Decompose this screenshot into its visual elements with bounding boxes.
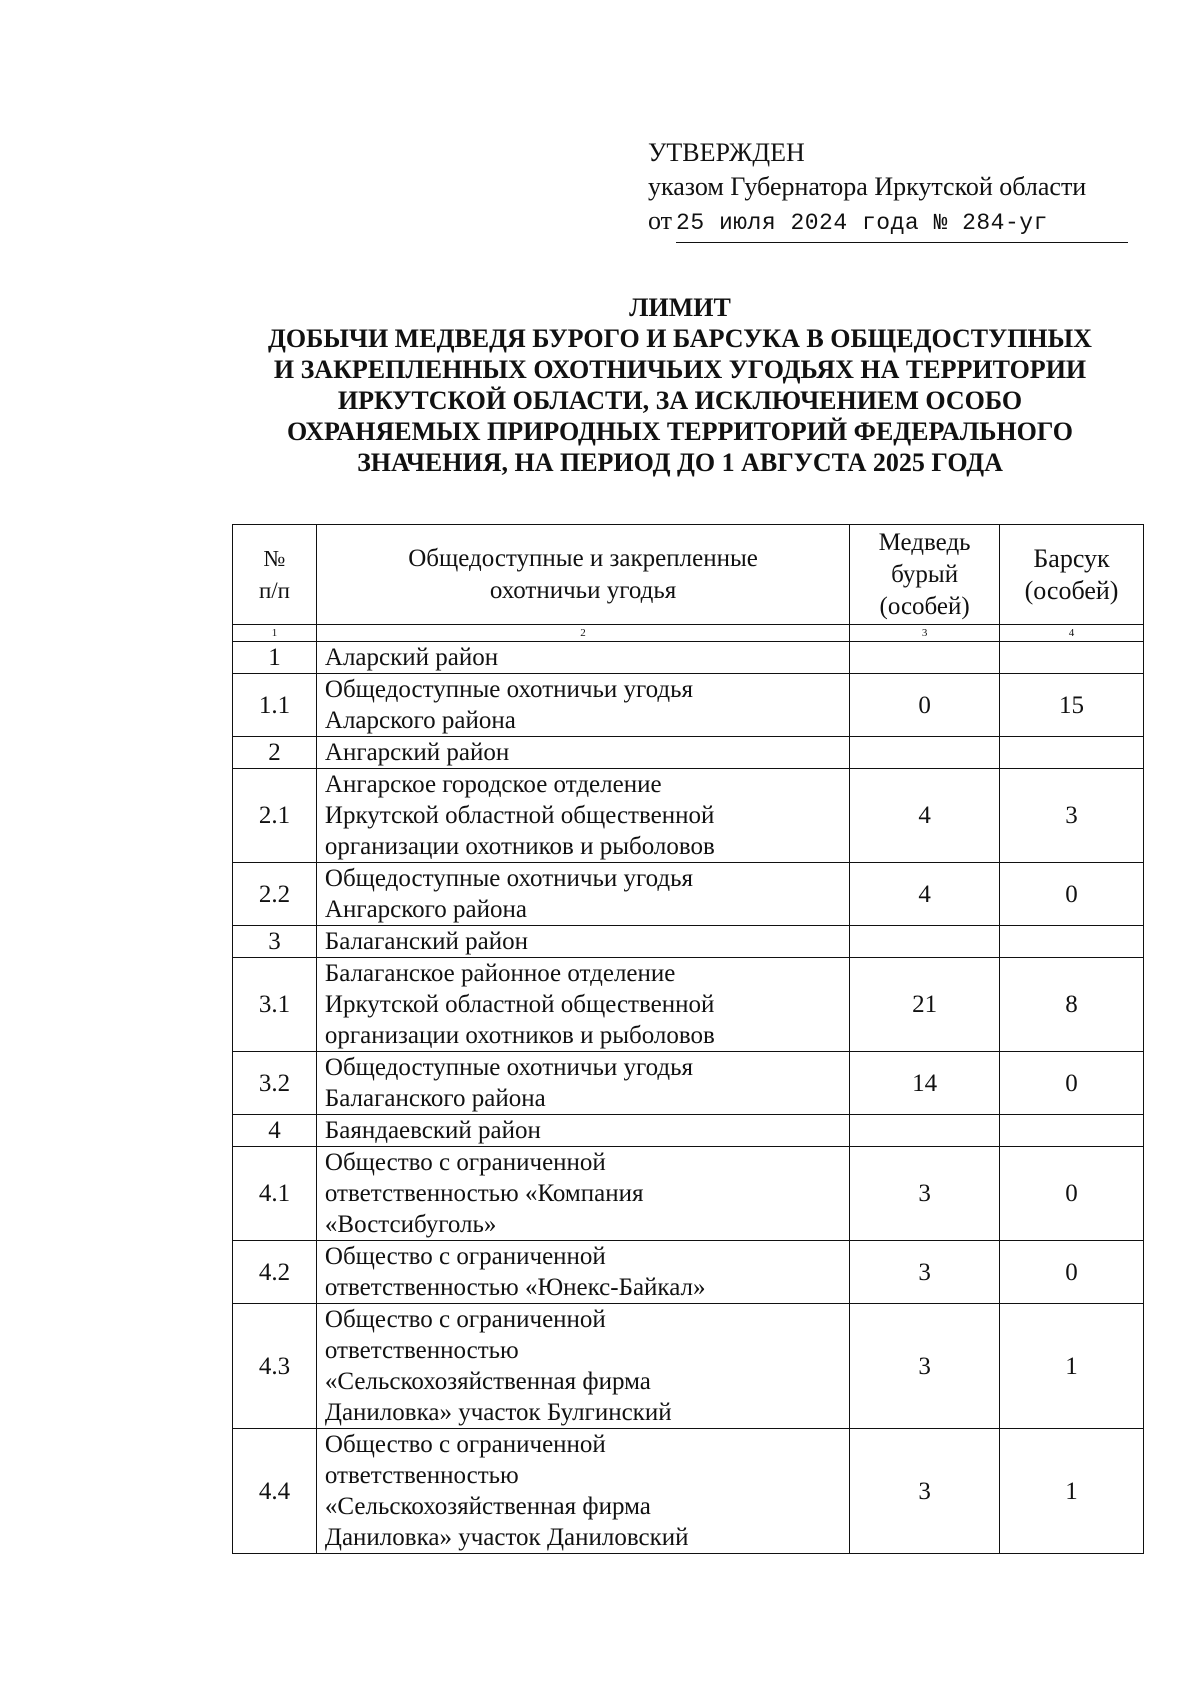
approval-stamp: УТВЕРЖДЕН — [648, 138, 805, 167]
column-number: 3 — [850, 625, 1000, 642]
table-row — [233, 642, 1144, 674]
header-number-line: № — [263, 545, 286, 571]
row-name-line: «Сельскохозяйственная фирма — [324, 1493, 651, 1520]
table-row — [233, 769, 1144, 863]
row-brown-bear-limit — [850, 642, 1000, 674]
header-bear-line: Медведь — [878, 528, 971, 556]
row-name-line: Общедоступные охотничьи угодья — [324, 1054, 694, 1081]
header-number — [233, 525, 317, 625]
row-name-line: Аларский район — [324, 644, 499, 671]
row-brown-bear-limit — [850, 1115, 1000, 1147]
table-row — [233, 737, 1144, 769]
row-number: 2.1 — [233, 769, 317, 863]
approval-from-prefix: от — [648, 206, 673, 235]
table-row — [233, 1052, 1144, 1115]
table-header-row — [233, 525, 1144, 625]
header-bear-line: бурый — [891, 560, 959, 588]
row-name-line: Балаганское районное отделение — [324, 960, 676, 987]
row-name-line: Даниловка» участок Даниловский — [324, 1524, 689, 1551]
table-row — [233, 926, 1144, 958]
header-number-line: п/п — [258, 577, 290, 603]
row-brown-bear-limit: 3 — [850, 1304, 1000, 1429]
row-number: 3.2 — [233, 1052, 317, 1115]
row-name-line: Ангарское городское отделение — [324, 771, 662, 798]
row-name-line: Общество с ограниченной — [324, 1243, 606, 1270]
row-hunting-ground — [316, 863, 849, 926]
row-hunting-ground — [316, 1147, 849, 1241]
row-badger-limit: 1 — [1000, 1429, 1144, 1554]
table-row — [233, 1429, 1144, 1554]
column-number: 4 — [1000, 625, 1144, 642]
row-hunting-ground — [316, 958, 849, 1052]
row-name-line: ответственностью — [324, 1462, 519, 1489]
header-bear-line: (особей) — [879, 592, 970, 620]
row-name-line: Общество с ограниченной — [324, 1149, 606, 1176]
row-number: 2 — [233, 737, 317, 769]
title-line: ЗНАЧЕНИЯ, НА ПЕРИОД ДО 1 АВГУСТА 2025 ГОДА — [357, 448, 1003, 477]
row-brown-bear-limit: 21 — [850, 958, 1000, 1052]
row-hunting-ground — [316, 1304, 849, 1429]
row-name-line: Баяндаевский район — [324, 1117, 541, 1144]
document-title — [220, 292, 1140, 478]
row-name-line: Общедоступные охотничьи угодья — [324, 865, 694, 892]
table-row — [233, 1241, 1144, 1304]
row-name-line: ответственностью «Юнекс-Байкал» — [324, 1274, 706, 1301]
approval-date-number: 25 июля 2024 года № 284-уг — [676, 206, 1128, 243]
row-badger-limit: 1 — [1000, 1304, 1144, 1429]
row-hunting-ground — [316, 1241, 849, 1304]
row-number: 4 — [233, 1115, 317, 1147]
row-hunting-ground — [316, 769, 849, 863]
row-name-line: Даниловка» участок Булгинский — [324, 1399, 672, 1426]
title-line: ОХРАНЯЕМЫХ ПРИРОДНЫХ ТЕРРИТОРИЙ ФЕДЕРАЛЬНОГО — [287, 417, 1073, 446]
limits-table — [232, 524, 1144, 1554]
row-name-line: Иркутской областной общественной — [324, 802, 715, 829]
row-badger-limit — [1000, 1115, 1144, 1147]
table-row — [233, 1304, 1144, 1429]
row-hunting-ground — [316, 1115, 849, 1147]
row-number: 1.1 — [233, 674, 317, 737]
table-row — [233, 1115, 1144, 1147]
row-badger-limit: 8 — [1000, 958, 1144, 1052]
row-name-line: Общедоступные охотничьи угодья — [324, 676, 694, 703]
title-line: ЛИМИТ — [629, 293, 731, 322]
table-row — [233, 1147, 1144, 1241]
row-brown-bear-limit: 3 — [850, 1429, 1000, 1554]
row-hunting-ground — [316, 926, 849, 958]
title-line: ДОБЫЧИ МЕДВЕДЯ БУРОГО И БАРСУКА В ОБЩЕДОСТУПНЫХ — [268, 324, 1092, 353]
row-name-line: организации охотников и рыболовов — [324, 1022, 715, 1049]
row-brown-bear-limit — [850, 737, 1000, 769]
header-badger-line: Барсук — [1033, 543, 1110, 573]
row-brown-bear-limit: 4 — [850, 769, 1000, 863]
row-badger-limit: 0 — [1000, 1052, 1144, 1115]
row-brown-bear-limit: 0 — [850, 674, 1000, 737]
table-row — [233, 674, 1144, 737]
row-number: 2.2 — [233, 863, 317, 926]
row-hunting-ground — [316, 1429, 849, 1554]
row-name-line: «Востсибуголь» — [324, 1211, 497, 1238]
approval-authority: указом Губернатора Иркутской области — [648, 172, 1087, 201]
row-brown-bear-limit — [850, 926, 1000, 958]
row-name-line: ответственностью — [324, 1337, 519, 1364]
title-line: ИРКУТСКОЙ ОБЛАСТИ, ЗА ИСКЛЮЧЕНИЕМ ОСОБО — [337, 386, 1023, 415]
row-badger-limit — [1000, 737, 1144, 769]
row-name-line: Общество с ограниченной — [324, 1431, 606, 1458]
column-numbers-row — [233, 625, 1144, 642]
row-name-line: Аларского района — [324, 707, 516, 734]
row-number: 4.2 — [233, 1241, 317, 1304]
row-hunting-ground — [316, 737, 849, 769]
row-badger-limit: 15 — [1000, 674, 1144, 737]
row-name-line: Ангарского района — [324, 896, 527, 923]
row-badger-limit: 0 — [1000, 1147, 1144, 1241]
row-brown-bear-limit: 14 — [850, 1052, 1000, 1115]
approval-date-line — [648, 204, 1128, 243]
row-badger-limit: 0 — [1000, 863, 1144, 926]
row-hunting-ground — [316, 674, 849, 737]
column-number: 1 — [233, 625, 317, 642]
row-name-line: Ангарский район — [324, 739, 510, 766]
row-hunting-ground — [316, 642, 849, 674]
row-brown-bear-limit: 3 — [850, 1147, 1000, 1241]
row-brown-bear-limit: 3 — [850, 1241, 1000, 1304]
row-number: 3.1 — [233, 958, 317, 1052]
row-number: 1 — [233, 642, 317, 674]
row-hunting-ground — [316, 1052, 849, 1115]
row-brown-bear-limit: 4 — [850, 863, 1000, 926]
row-name-line: «Сельскохозяйственная фирма — [324, 1368, 651, 1395]
row-badger-limit — [1000, 642, 1144, 674]
table-row — [233, 863, 1144, 926]
row-name-line: организации охотников и рыболовов — [324, 833, 715, 860]
row-badger-limit: 3 — [1000, 769, 1144, 863]
header-name-line: Общедоступные и закрепленные — [408, 544, 758, 572]
row-name-line: Иркутской областной общественной — [324, 991, 715, 1018]
row-name-line: Общество с ограниченной — [324, 1306, 606, 1333]
header-badger-line: (особей) — [1024, 575, 1119, 605]
title-line: И ЗАКРЕПЛЕННЫХ ОХОТНИЧЬИХ УГОДЬЯХ НА ТЕРРИТОРИИ — [273, 355, 1087, 384]
row-name-line: Балаганский район — [324, 928, 528, 955]
row-name-line: ответственностью «Компания — [324, 1180, 644, 1207]
row-number: 3 — [233, 926, 317, 958]
table-row — [233, 958, 1144, 1052]
column-number: 2 — [316, 625, 849, 642]
approval-block — [648, 136, 1128, 243]
row-name-line: Балаганского района — [324, 1085, 546, 1112]
row-badger-limit: 0 — [1000, 1241, 1144, 1304]
row-badger-limit — [1000, 926, 1144, 958]
row-number: 4.4 — [233, 1429, 317, 1554]
header-name-line: охотничьи угодья — [489, 576, 677, 604]
header-badger — [1000, 525, 1144, 625]
row-number: 4.1 — [233, 1147, 317, 1241]
header-brown-bear — [850, 525, 1000, 625]
row-number: 4.3 — [233, 1304, 317, 1429]
header-hunting-grounds — [316, 525, 849, 625]
